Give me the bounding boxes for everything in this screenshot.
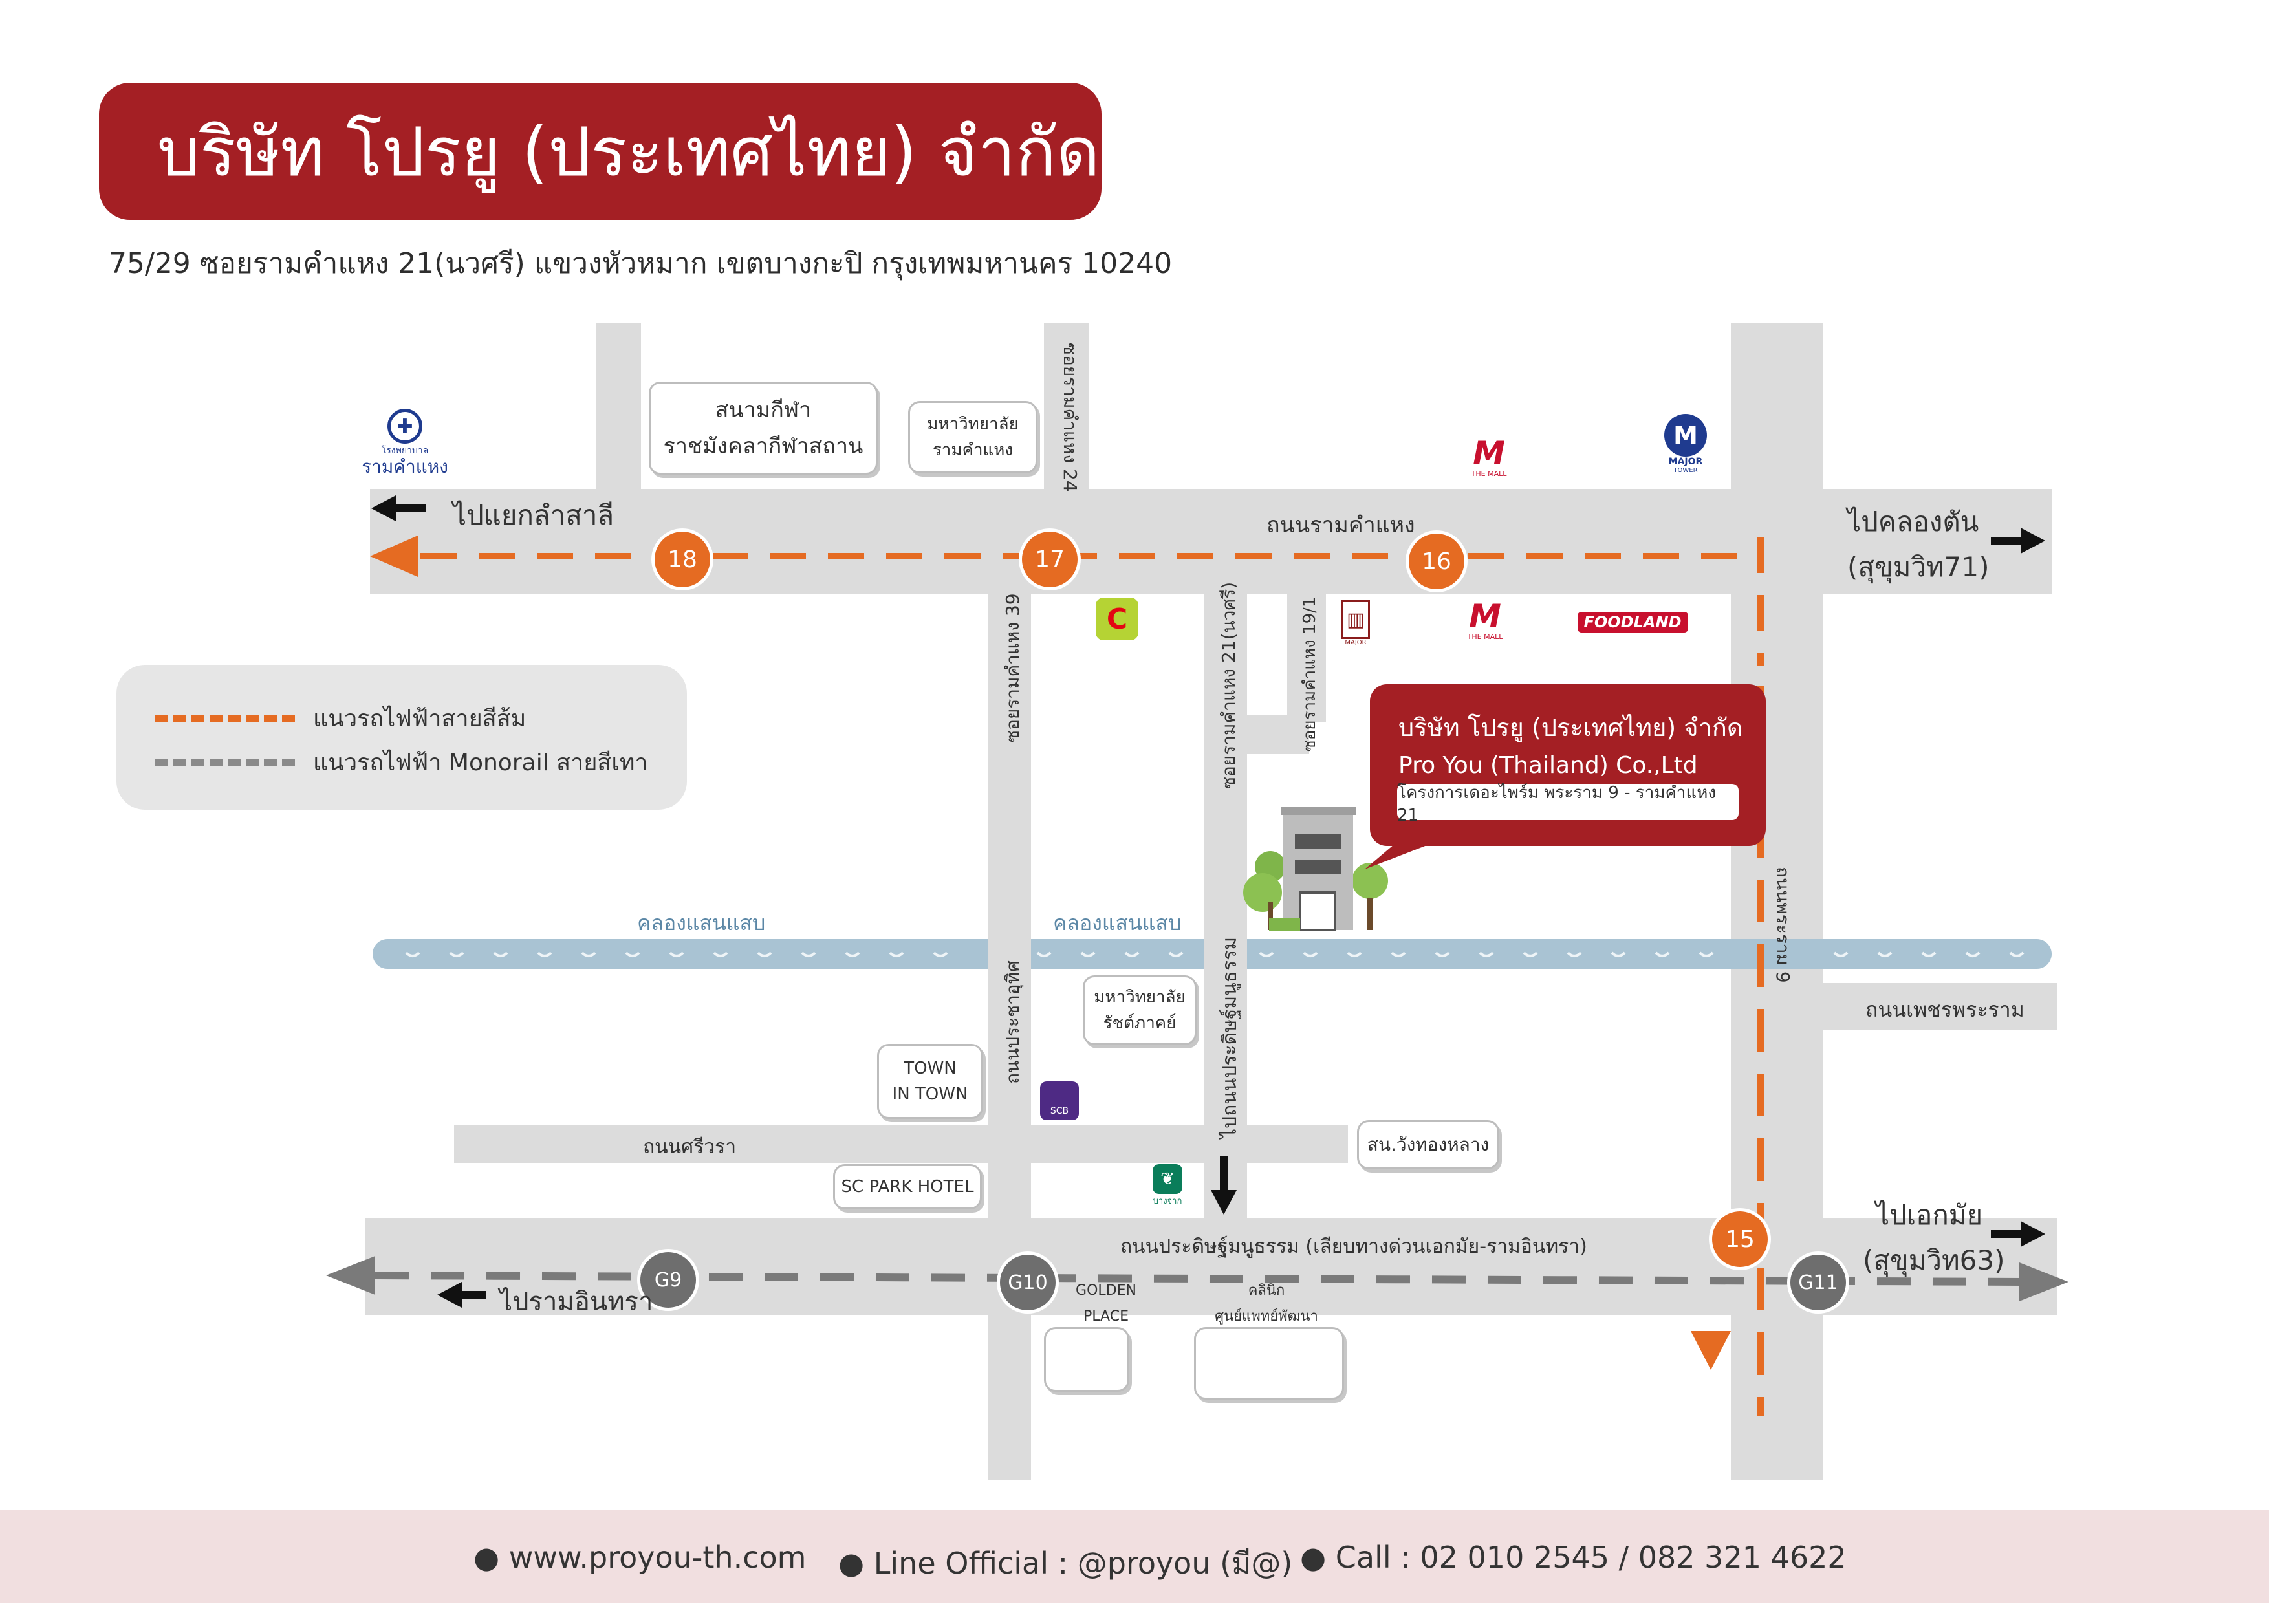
station-orange-18[interactable]: 18 <box>655 532 710 587</box>
landmark-wang-thonglang-police <box>1357 1120 1499 1169</box>
footer-phone[interactable]: ● Call : 02 010 2545 / 082 321 4622 <box>1300 1540 1847 1575</box>
legend-orange-label: แนวรถไฟฟ้าสายสีส้ม <box>313 706 527 732</box>
landmark-rattana-bundit-university <box>1083 975 1197 1045</box>
landmark-label: GOLDEN <box>1076 1283 1136 1299</box>
landmark-clinic <box>1194 1327 1344 1400</box>
bangchak-logo <box>1145 1164 1190 1207</box>
landmark-label: ศูนย์แพทย์พัฒนา <box>1215 1308 1318 1325</box>
legend-gray-line <box>155 744 648 781</box>
canal-label-left: คลองแสนแสบ <box>637 911 766 935</box>
major-tower-subtext: TOWER <box>1673 467 1698 474</box>
road-stadium-soi <box>596 323 641 492</box>
legend-gray-swatch <box>155 759 295 766</box>
legend-orange-swatch <box>155 715 295 722</box>
road-label-soi24: ซอยรามคำแหง 24 <box>1059 343 1081 492</box>
major-cineplex-icon: ▥ <box>1341 600 1370 639</box>
road-label-soi39: ซอยรามคำแหง 39 <box>1002 593 1023 742</box>
landmark-label: IN TOWN <box>892 1085 968 1104</box>
title-text: บริษัท โปรยู (ประเทศไทย) จำกัด <box>157 112 1100 191</box>
landmark-ramkhamhaeng-university <box>908 401 1037 473</box>
landmark-clinic-label <box>1208 1278 1325 1330</box>
bangchak-leaf-icon: ❦ <box>1153 1164 1182 1194</box>
major-tower-icon: M <box>1664 414 1707 457</box>
station-gray-g10[interactable]: G10 <box>1000 1255 1056 1310</box>
callout-project: โครงการเดอะไพร์ม พระราม 9 - รามคำแหง 21 <box>1397 784 1739 820</box>
landmark-golden-place <box>1044 1327 1129 1392</box>
direction-khlong-tan: ไปคลองตัน <box>1847 506 1979 537</box>
road-label-pradit-manutham: ถนนประดิษฐ์มนูธรรม (เลียบทางด่วนเอกมัย-รามอินทรา) <box>1120 1235 1587 1258</box>
hospital-logo-text: รามคำแหง <box>362 456 448 477</box>
road-label-petch-rama: ถนนเพชรพระราม <box>1865 997 2025 1022</box>
the-mall-logo-south <box>1459 600 1511 641</box>
station-gray-g9[interactable]: G9 <box>640 1252 696 1308</box>
road-label-pracha-uthit: ถนนประชาอุทิศ <box>1002 960 1023 1084</box>
landmark-golden-place-label <box>1074 1278 1138 1330</box>
footer-line-text[interactable]: Line Official : @proyou (มี@) <box>873 1546 1293 1581</box>
the-mall-text: THE MALL <box>1467 633 1503 641</box>
scb-logo <box>1039 1081 1080 1120</box>
foodland-text: FOODLAND <box>1578 612 1688 633</box>
station-orange-16[interactable]: 16 <box>1409 534 1464 589</box>
station-orange-17[interactable]: 17 <box>1022 532 1078 587</box>
direction-sukhumvit63: (สุขุมวิท63) <box>1863 1244 2005 1276</box>
hospital-logo <box>362 409 448 477</box>
landmark-label: สน.วังทองหลาง <box>1367 1134 1490 1155</box>
hospital-logo-subtext: โรงพยาบาล <box>381 446 429 456</box>
landmark-label: สนามกีฬา <box>715 397 812 423</box>
station-orange-15[interactable]: 15 <box>1712 1211 1768 1267</box>
landmark-label: มหาวิทยาลัย <box>927 415 1019 434</box>
direction-ekkamai: ไปเอกมัย <box>1876 1199 1983 1231</box>
landmark-label: PLACE <box>1083 1308 1129 1325</box>
scb-icon: SCB <box>1040 1081 1079 1120</box>
company-address: 75/29 ซอยรามคำแหง 21(นวศรี) แขวงหัวหมาก เขตบางกะปิ กรุงเทพมหานคร 10240 <box>109 247 1173 280</box>
direction-sukhumvit71: (สุขุมวิท71) <box>1847 551 1990 583</box>
road-ramkhamhaeng <box>370 489 2052 594</box>
landmark-label: TOWN <box>904 1059 957 1078</box>
road-label-srivara: ถนนศรีวรา <box>643 1136 737 1158</box>
major-tower-text: MAJOR <box>1668 457 1703 467</box>
the-mall-logo-north <box>1463 437 1515 478</box>
landmark-label: คลินิก <box>1248 1283 1285 1299</box>
footer-website-text[interactable]: www.proyou-th.com <box>508 1540 807 1575</box>
gray-line-arrow-west <box>326 1256 375 1295</box>
callout-name-en: Pro You (Thailand) Co.,Ltd <box>1398 752 1698 779</box>
the-mall-text: THE MALL <box>1471 470 1507 478</box>
bangchak-text: บางจาก <box>1153 1196 1182 1206</box>
road-label-ramkhamhaeng: ถนนรามคำแหง <box>1266 512 1415 538</box>
landmark-label: SC PARK HOTEL <box>841 1177 974 1196</box>
orange-line-arrow-south <box>1691 1331 1731 1370</box>
the-mall-m-icon: M <box>1473 435 1505 472</box>
legend-orange-line <box>155 700 526 737</box>
the-mall-m-icon: M <box>1469 598 1501 635</box>
major-cineplex-logo <box>1336 600 1375 646</box>
landmark-label: รามคำแหง <box>932 440 1014 460</box>
landmark-label: รัชต์ภาคย์ <box>1103 1013 1177 1033</box>
bigc-icon: C <box>1096 598 1138 640</box>
road-label-rama9: ถนนพระราม 9 <box>1772 867 1794 983</box>
landmark-label: มหาวิทยาลัย <box>1094 988 1186 1007</box>
landmark-label: ราชมังคลากีฬาสถาน <box>663 433 863 459</box>
direction-lam-sali: ไปแยกลำสาลี <box>453 499 614 531</box>
footer-line-official[interactable]: ● Line Official : @proyou (มี@) <box>838 1546 1293 1581</box>
bigc-logo <box>1094 598 1140 640</box>
major-cineplex-text: MAJOR <box>1345 639 1367 646</box>
canal-label-right: คลองแสนแสบ <box>1053 911 1182 935</box>
direction-ram-inthra: ไปรามอินทรา <box>499 1287 653 1317</box>
hospital-cross-icon: ✚ <box>387 409 422 444</box>
office-building-icon <box>1243 807 1388 931</box>
footer-website[interactable]: ● www.proyou-th.com <box>473 1540 807 1575</box>
landmark-rajamangala-stadium <box>649 382 878 475</box>
landmark-town-in-town <box>877 1044 983 1119</box>
road-label-soi21: ซอยรามคำแหง 21(นวศรี) <box>1218 581 1239 789</box>
foodland-logo <box>1581 612 1684 633</box>
road-label-soi19-1: ซอยรามคำแหง 19/1 <box>1300 596 1319 752</box>
footer-phone-text[interactable]: Call : 02 010 2545 / 082 321 4622 <box>1335 1540 1847 1575</box>
callout-name-th: บริษัท โปรยู (ประเทศไทย) จำกัด <box>1398 713 1743 742</box>
road-label-pradit-manutham-vertical: ไปถนนประดิษฐ์มนูธรรม <box>1219 937 1241 1138</box>
station-gray-g11[interactable]: G11 <box>1790 1255 1846 1310</box>
landmark-sc-park-hotel <box>833 1164 982 1209</box>
legend-gray-label: แนวรถไฟฟ้า Monorail สายสีเทา <box>313 750 648 776</box>
major-tower-logo <box>1660 414 1711 474</box>
road-srivara <box>454 1125 1348 1163</box>
company-location-callout <box>1370 684 1766 846</box>
map-legend <box>116 665 687 810</box>
